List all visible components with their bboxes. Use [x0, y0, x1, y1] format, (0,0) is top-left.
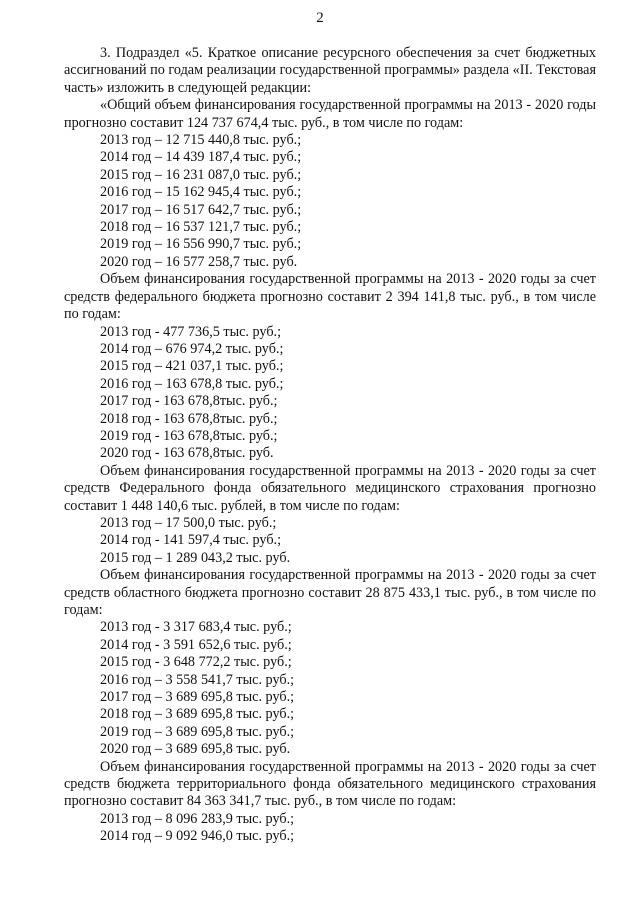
text-paragraph: «Общий объем финансирования государственной программы на 2013 - 2020 годы прогнозно составит 124 737 674,4 тыс. руб., в том числе по годам:	[64, 97, 596, 131]
year-amount-line: 2020 год – 16 577 258,7 тыс. руб.	[100, 253, 298, 270]
year-amount-line: 2018 год – 16 537 121,7 тыс. руб.;	[100, 219, 302, 236]
year-amount-line: 2016 год – 15 162 945,4 тыс. руб.;	[100, 184, 302, 201]
year-amount-line: 2017 год – 16 517 642,7 тыс. руб.;	[100, 201, 302, 218]
page-number: 2	[316, 10, 324, 26]
year-amount-line: 2014 год - 3 591 652,6 тыс. руб.;	[100, 636, 292, 653]
year-amount-line: 2017 год – 3 689 695,8 тыс. руб.;	[100, 689, 295, 706]
year-amount-line: 2013 год - 3 317 683,4 тыс. руб.;	[100, 619, 292, 636]
year-amount-line: 2014 год – 14 439 187,4 тыс. руб.;	[100, 149, 302, 166]
year-amount-line: 2019 год - 163 678,8тыс. руб.;	[100, 427, 278, 444]
year-amount-line: 2017 год - 163 678,8тыс. руб.;	[100, 393, 278, 410]
year-amount-line: 2013 год - 477 736,5 тыс. руб.;	[100, 323, 282, 340]
year-amount-line: 2015 год – 421 037,1 тыс. руб.;	[100, 358, 284, 375]
year-amount-line: 2015 год – 1 289 043,2 тыс. руб.	[100, 549, 291, 566]
year-amount-line: 2013 год – 8 096 283,9 тыс. руб.;	[100, 810, 295, 827]
text-paragraph: 3. Подраздел «5. Краткое описание ресурсного обеспечения за счет бюджетных ассигнований по годам реализации государственной программы» раздела «II. Текстовая часть» изложить в следующей редакции:	[64, 45, 596, 96]
year-amount-line: 2013 год – 12 715 440,8 тыс. руб.;	[100, 132, 302, 149]
document-body	[64, 45, 596, 846]
year-amount-line: 2018 год - 163 678,8тыс. руб.;	[100, 410, 278, 427]
text-paragraph: Объем финансирования государственной программы на 2013 - 2020 годы за счет средств бюджета территориального фонда обязательного медицинского страхования прогнозно составит 84 363 341,7 тыс. руб., в том числе по годам:	[64, 758, 596, 810]
year-amount-line: 2016 год – 163 678,8 тыс. руб.;	[100, 375, 284, 392]
year-amount-line: 2019 год – 3 689 695,8 тыс. руб.;	[100, 723, 295, 740]
year-amount-line: 2019 год – 16 556 990,7 тыс. руб.;	[100, 236, 302, 253]
year-amount-line: 2016 год – 3 558 541,7 тыс. руб.;	[100, 671, 295, 688]
text-paragraph: Объем финансирования государственной программы на 2013 - 2020 годы за счет средств федерального бюджета прогнозно составит 2 394 141,8 тыс. руб., в том числе по годам:	[64, 271, 596, 323]
text-paragraph: Объем финансирования государственной программы на 2013 - 2020 годы за счет средств Федерального фонда обязательного медицинского страхования прогнозно составит 1 448 140,6 тыс. рублей, в том числе по годам:	[64, 462, 596, 514]
text-paragraph: Объем финансирования государственной программы на 2013 - 2020 годы за счет средств областного бюджета прогнозно составит 28 875 433,1 тыс. руб., в том числе по годам:	[64, 567, 596, 618]
year-amount-line: 2018 год – 3 689 695,8 тыс. руб.;	[100, 706, 295, 723]
year-amount-line: 2015 год - 3 648 772,2 тыс. руб.;	[100, 654, 292, 671]
year-amount-line: 2020 год - 163 678,8тыс. руб.	[100, 445, 274, 462]
year-amount-line: 2014 год – 9 092 946,0 тыс. руб.;	[100, 828, 295, 845]
year-amount-line: 2014 год - 141 597,4 тыс. руб.;	[100, 532, 282, 549]
year-amount-line: 2013 год – 17 500,0 тыс. руб.;	[100, 514, 277, 531]
year-amount-line: 2020 год – 3 689 695,8 тыс. руб.	[100, 741, 291, 758]
year-amount-line: 2015 год – 16 231 087,0 тыс. руб.;	[100, 166, 302, 183]
year-amount-line: 2014 год – 676 974,2 тыс. руб.;	[100, 340, 284, 357]
